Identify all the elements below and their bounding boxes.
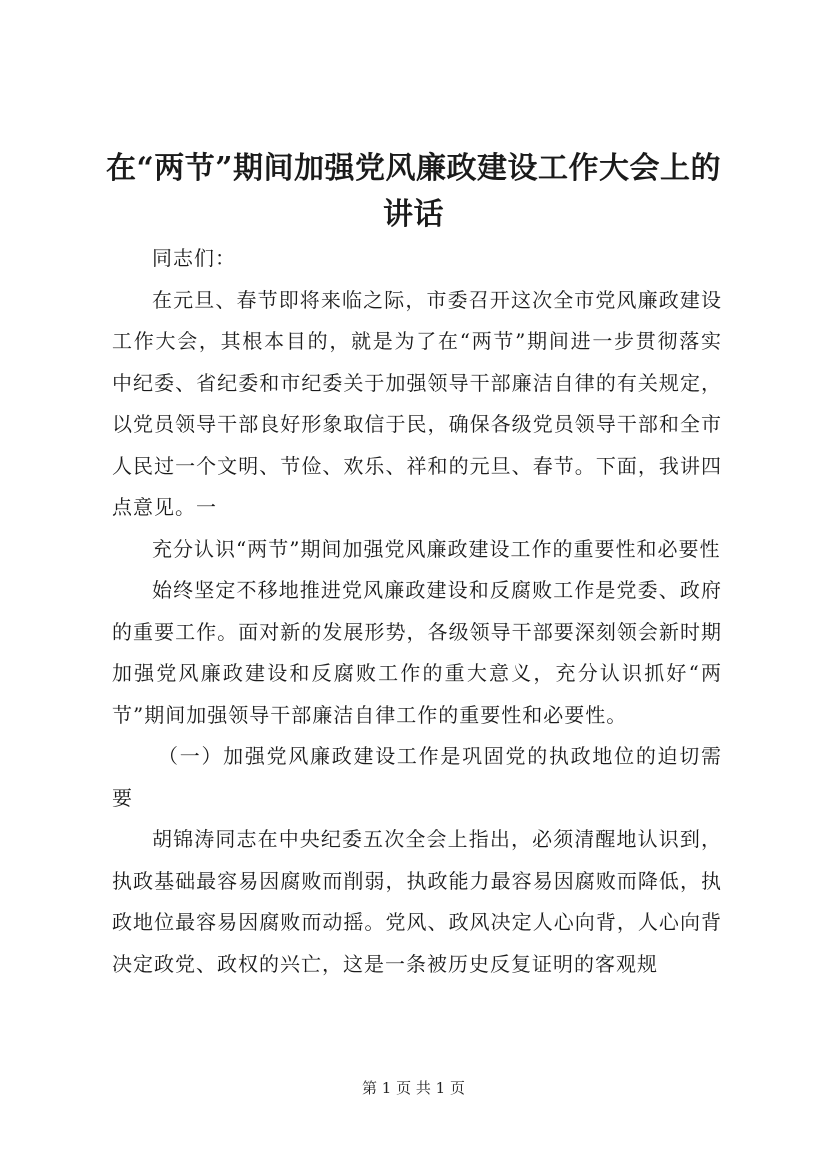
- document-body: [112, 238, 722, 985]
- paragraph-subsection-1: 胡锦涛同志在中央纪委五次全会上指出，必须清醒地认识到，执政基础最容易因腐败而削弱，执政能力最容易因腐败而降低，执政地位最容易因腐败而动摇。党风、政风决定人心向背，人心向背决定政党、政权的兴亡，这是一条被历史反复证明的客观规: [112, 827, 722, 976]
- salutation: 同志们：: [152, 246, 236, 270]
- paragraph-intro: 在元旦、春节即将来临之际，市委召开这次全市党风廉政建设工作大会，其根本目的，就是为了在“两节”期间进一步贯彻落实中纪委、省纪委和市纪委关于加强领导干部廉洁自律的有关规定，以党员领导干部良好形象取信于民，确保各级党员领导干部和全市人民过一个文明、节俭、欢乐、祥和的元旦、春节。下面，我讲四点意见。一: [112, 287, 722, 519]
- subsection-heading-1: （一）加强党风廉政建设工作是巩固党的执政地位的迫切需要: [112, 744, 722, 810]
- section-heading-1: 充分认识“两节”期间加强党风廉政建设工作的重要性和必要性: [152, 536, 721, 561]
- page-footer: 第 1 页 共 1 页: [362, 1079, 465, 1097]
- paragraph-section-1: 始终坚定不移地推进党风廉政建设和反腐败工作是党委、政府的重要工作。面对新的发展形势，各级领导干部要深刻领会新时期加强党风廉政建设和反腐败工作的重大意义，充分认识抓好“两节”期间加强领导干部廉洁自律工作的重要性和必要性。: [112, 578, 722, 727]
- document-title: 在“两节”期间加强党风廉政建设工作大会上的讲话: [105, 151, 721, 232]
